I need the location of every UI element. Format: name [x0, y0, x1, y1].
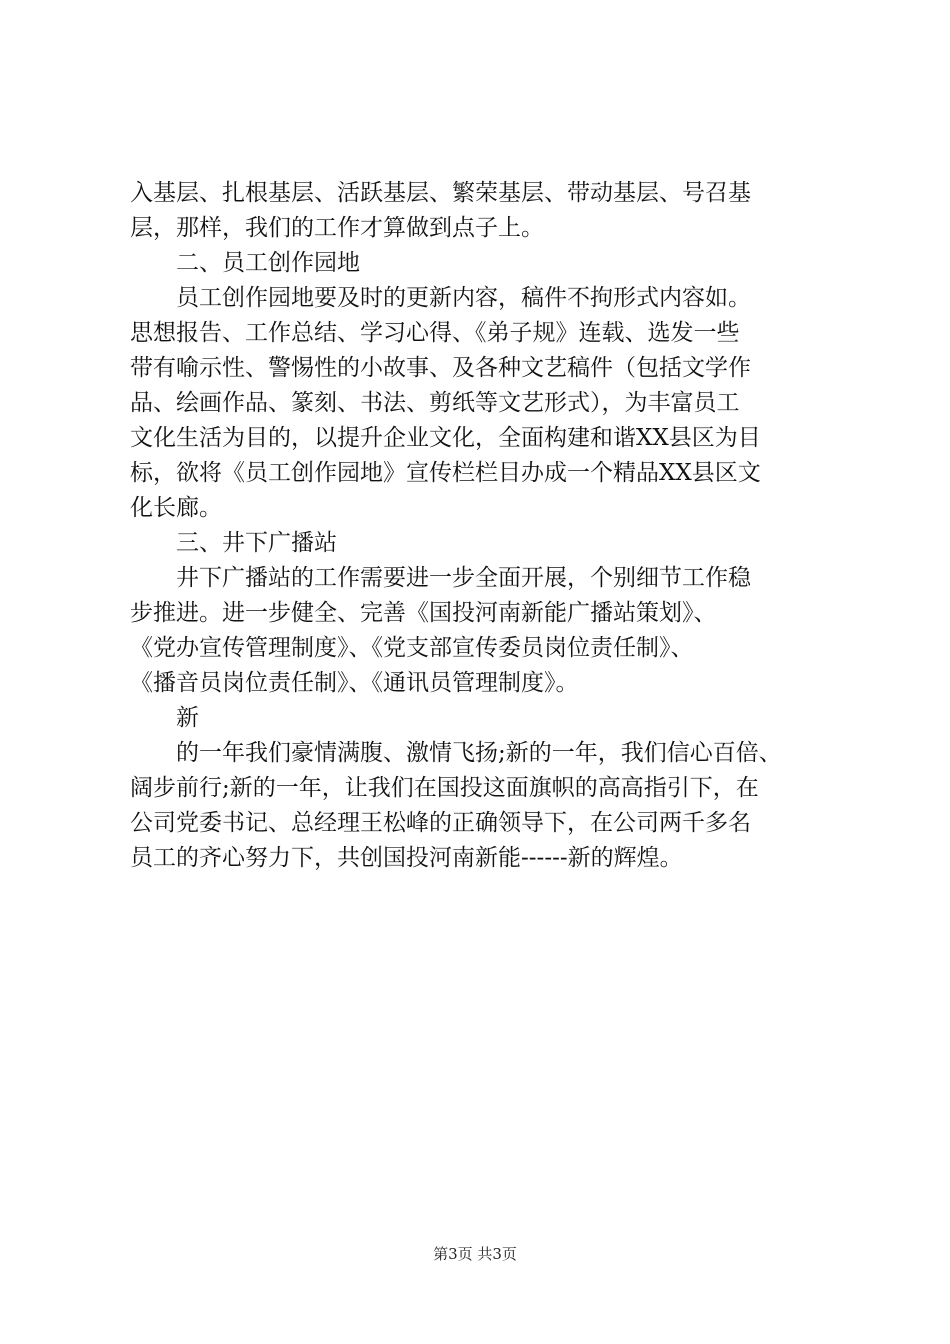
- text-line: 井下广播站的工作需要进一步全面开展，个别细节工作稳: [130, 565, 751, 591]
- text-line: 公司党委书记、总经理王松峰的正确领导下，在公司两千多名: [130, 810, 751, 836]
- page-footer: 第3页 共3页: [433, 1245, 517, 1263]
- text-line: 新: [130, 705, 199, 731]
- text-line: 思想报告、工作总结、学习心得、《弟子规》连载、选发一些: [130, 320, 740, 346]
- section-heading: 二、员工创作园地: [130, 250, 360, 276]
- text-line: 入基层、扎根基层、活跃基层、繁荣基层、带动基层、号召基: [130, 180, 751, 206]
- text-line: 标，欲将《员工创作园地》宣传栏栏目办成一个精品XX县区文: [130, 460, 761, 486]
- text-line: 步推进。进一步健全、完善《国投河南新能广播站策划》、: [130, 600, 717, 626]
- text-line: 品、绘画作品、篆刻、书法、剪纸等文艺形式），为丰富员工: [130, 390, 740, 416]
- text-line: 《播音员岗位责任制》、《通讯员管理制度》。: [130, 670, 579, 696]
- section-heading: 三、井下广播站: [130, 530, 337, 556]
- text-line: 文化生活为目的，以提升企业文化，全面构建和谐XX县区为目: [130, 425, 761, 451]
- text-line: 层，那样，我们的工作才算做到点子上。: [130, 215, 544, 241]
- text-line: 化长廊。: [130, 495, 222, 521]
- document-body: [130, 176, 845, 876]
- text-line: 阔步前行;新的一年，让我们在国投这面旗帜的高高指引下，在: [130, 775, 759, 801]
- text-line: 员工创作园地要及时的更新内容，稿件不拘形式内容如。: [130, 285, 751, 311]
- text-line: 《党办宣传管理制度》、《党支部宣传委员岗位责任制》、: [130, 635, 694, 661]
- text-line: 员工的齐心努力下，共创国投河南新能------新的辉煌。: [130, 845, 683, 871]
- text-line: 带有喻示性、警惕性的小故事、及各种文艺稿件（包括文学作: [130, 355, 751, 381]
- text-line: 的一年我们豪情满腹、激情飞扬;新的一年，我们信心百倍、: [130, 740, 782, 766]
